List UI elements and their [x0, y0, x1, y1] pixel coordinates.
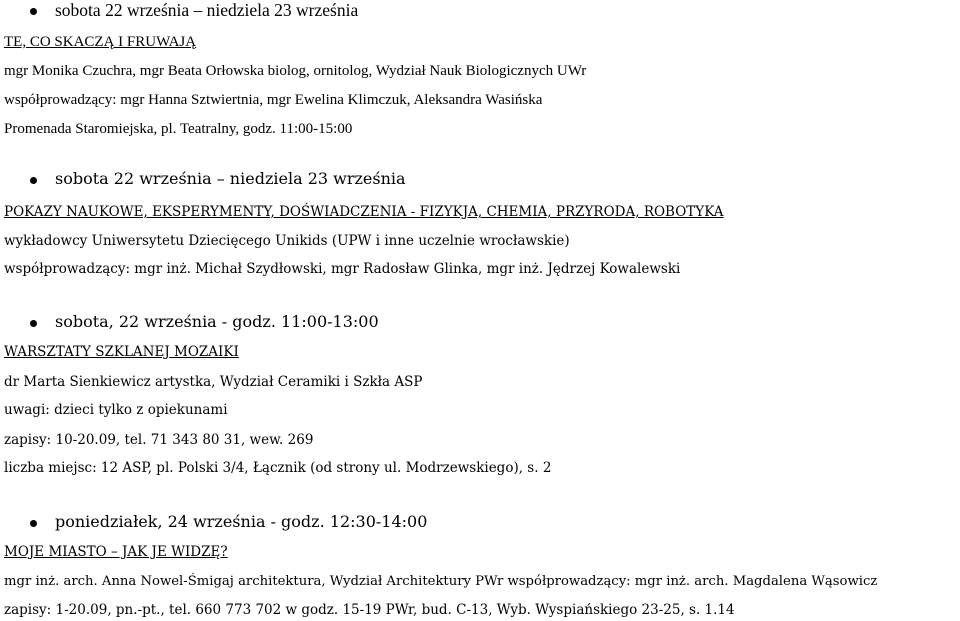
event-date: sobota, 22 września - godz. 11:00-13:00 [55, 312, 379, 331]
event-detail: Promenada Staromiejska, pl. Teatralny, godz. 11:00-15:00 [4, 121, 353, 137]
bullet-icon [30, 320, 37, 327]
bullet-icon [30, 520, 37, 527]
event-detail: mgr inż. arch. Anna Nowel-Śmigaj architektura, Wydział Architektury PWr współprowadzący: mgr inż. arch. Magdalena Wąsowicz [4, 574, 878, 589]
event-date: sobota 22 września – niedziela 23 września [55, 0, 359, 20]
event-detail: dr Marta Sienkiewicz artystka, Wydział Ceramiki i Szkła ASP [4, 374, 423, 390]
event-detail: mgr Monika Czuchra, mgr Beata Orłowska biolog, ornitolog, Wydział Nauk Biologicznych UWr [4, 63, 587, 79]
bullet-icon [30, 8, 37, 15]
event-detail: współprowadzący: mgr inż. Michał Szydłowski, mgr Radosław Glinka, mgr inż. Jędrzej Kowalewski [4, 261, 681, 277]
event-date: poniedziałek, 24 września - godz. 12:30-14:00 [55, 512, 428, 531]
event-date: sobota 22 września – niedziela 23 września [55, 169, 406, 188]
event-detail: zapisy: 1-20.09, pn.-pt., tel. 660 773 702 w godz. 15-19 PWr, bud. C-13, Wyb. Wyspiańskiego 23-25, s. 1.14 [4, 602, 735, 618]
event-title: POKAZY NAUKOWE, EKSPERYMENTY, DOŚWIADCZENIA - FIZYKJA, CHEMIA, PRZYRODA, ROBOTYKA [4, 204, 724, 220]
event-title: WARSZTATY SZKLANEJ MOZAIKI [4, 344, 239, 360]
event-detail: zapisy: 10-20.09, tel. 71 343 80 31, wew. 269 [4, 432, 314, 448]
event-detail: współprowadzący: mgr Hanna Sztwiertnia, mgr Ewelina Klimczuk, Aleksandra Wasińska [4, 92, 543, 108]
event-title: MOJE MIASTO – JAK JE WIDZĘ? [4, 544, 228, 560]
event-title: TE, CO SKACZĄ I FRUWAJĄ [4, 34, 197, 50]
bullet-icon [30, 177, 37, 184]
event-detail: uwagi: dzieci tylko z opiekunami [4, 402, 228, 418]
event-detail: wykładowcy Uniwersytetu Dziecięcego Unikids (UPW i inne uczelnie wrocławskie) [4, 233, 570, 249]
event-detail: liczba miejsc: 12 ASP, pl. Polski 3/4, Łącznik (od strony ul. Modrzewskiego), s. 2 [4, 460, 552, 476]
